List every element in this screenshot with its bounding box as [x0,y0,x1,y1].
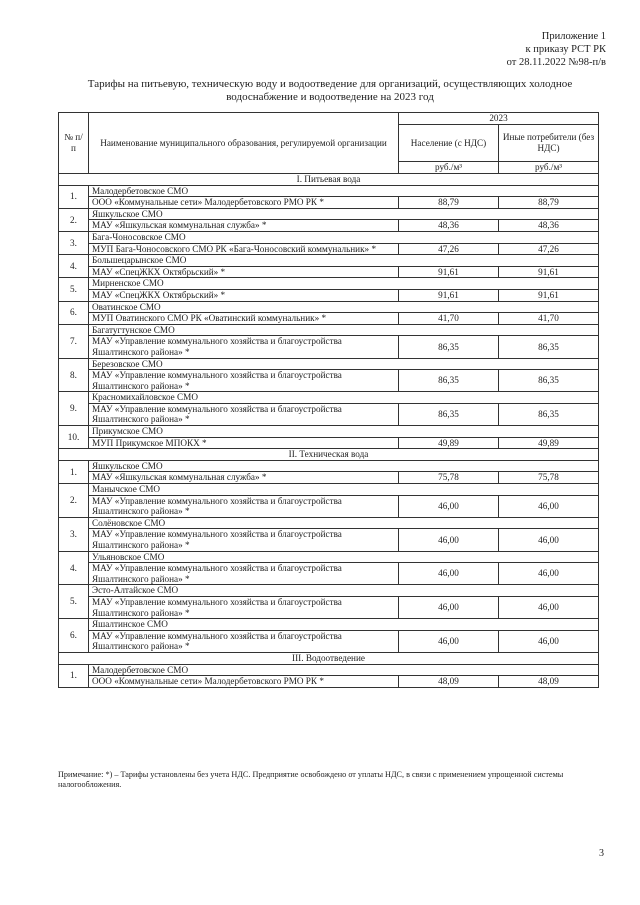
tariff-other: 48,09 [499,676,599,688]
row-number: 4. [59,551,89,585]
tariff-population: 48,36 [399,220,499,232]
municipality-name: Солёновское СМО [89,517,599,529]
table-row [59,255,599,267]
municipality-name: Прикумское СМО [89,426,599,438]
table-row [59,358,599,370]
municipality-name: Малодербетовское СМО [89,185,599,197]
municipality-name: Большецарынское СМО [89,255,599,267]
tariff-population: 46,00 [399,596,499,618]
tariff-population: 46,00 [399,529,499,551]
table-row [59,460,599,472]
header-name: Наименование муниципального образования, регулируемой организации [89,113,399,174]
tariff-population: 88,79 [399,197,499,209]
header-num: № п/п [59,113,89,174]
tariff-other: 88,79 [499,197,599,209]
table-row [59,278,599,290]
organization-name: МУП Бага-Чоносовского СМО РК «Бага-Чоносовский коммунальник» * [89,243,399,255]
row-number: 10. [59,426,89,449]
tariff-other: 86,35 [499,370,599,392]
document-title: Тарифы на питьевую, техническую воду и водоотведение для организаций, осуществляющих холодное водоснабжение и водоотведение на 2023 год [87,78,573,103]
table-row-org [59,596,599,618]
municipality-name: Эсто-Алтайское СМО [89,585,599,597]
page-number: 3 [599,848,604,859]
footnote: Примечание: *) – Тарифы установлены без учета НДС. Предприятие освобождено от уплаты НДС, в связи с применением упрощенной системы налогообложения. [58,770,564,789]
municipality-name: Ульяновское СМО [89,551,599,563]
header-population: Население (с НДС) [399,125,499,162]
row-number: 3. [59,517,89,551]
organization-name: МАУ «Управление коммунального хозяйства и благоустройства Яшалтинского района» * [89,403,399,425]
municipality-name: Березовское СМО [89,358,599,370]
table-row-org [59,472,599,484]
municipality-name: Яшалтинское СМО [89,619,599,631]
tariff-other: 46,00 [499,563,599,585]
municipality-name: Багатугтунское СМО [89,324,599,336]
organization-name: МАУ «Управление коммунального хозяйства и благоустройства Яшалтинского района» * [89,370,399,392]
organization-name: МАУ «Управление коммунального хозяйства и благоустройства Яшалтинского района» * [89,529,399,551]
tariff-population: 46,00 [399,563,499,585]
tariff-other: 86,35 [499,403,599,425]
table-row-org [59,220,599,232]
row-number: 8. [59,358,89,392]
tariff-population: 86,35 [399,370,499,392]
organization-name: МАУ «СпецЖКХ Октябрьский» * [89,266,399,278]
municipality-name: Малодербетовское СМО [89,664,599,676]
tariff-other: 46,00 [499,529,599,551]
tariff-other: 91,61 [499,289,599,301]
municipality-name: Красномихайловское СМО [89,392,599,404]
row-number: 6. [59,619,89,653]
table-row [59,208,599,220]
tariff-other: 49,89 [499,437,599,449]
organization-name: МАУ «Управление коммунального хозяйства и благоустройства Яшалтинского района» * [89,563,399,585]
table-row [59,392,599,404]
unit-other: руб./м³ [499,162,599,174]
header-line-date: от 28.11.2022 №98-п/в [506,57,606,68]
table-row-org [59,243,599,255]
table-header-row [59,113,599,125]
municipality-name: Бага-Чоносовское СМО [89,231,599,243]
organization-name: МАУ «Управление коммунального хозяйства и благоустройства Яшалтинского района» * [89,336,399,358]
organization-name: МАУ «Яшкульская коммунальная служба» * [89,472,399,484]
row-number: 2. [59,484,89,518]
section-title: III. Водоотведение [59,652,599,664]
tariff-population: 49,89 [399,437,499,449]
tariff-other: 41,70 [499,313,599,325]
tariff-other: 86,35 [499,336,599,358]
organization-name: МАУ «Управление коммунального хозяйства и благоустройства Яшалтинского района» * [89,630,399,652]
section-header-row [59,449,599,461]
organization-name: ООО «Коммунальные сети» Малодербетовского РМО РК * [89,676,399,688]
table-row [59,426,599,438]
table-row [59,324,599,336]
table-row-org [59,336,599,358]
row-number: 2. [59,208,89,231]
municipality-name: Яшкульское СМО [89,208,599,220]
table-row [59,585,599,597]
header-year: 2023 [399,113,599,125]
table-row-org [59,197,599,209]
table-row-org [59,630,599,652]
document-header [507,30,606,69]
table-row-org [59,403,599,425]
municipality-name: Манычское СМО [89,484,599,496]
municipality-name: Оватинское СМО [89,301,599,313]
organization-name: МАУ «Яшкульская коммунальная служба» * [89,220,399,232]
table-row-org [59,313,599,325]
tariff-population: 48,09 [399,676,499,688]
section-header-row [59,652,599,664]
tariff-other: 75,78 [499,472,599,484]
organization-name: МУП Оватинского СМО РК «Оватинский коммунальник» * [89,313,399,325]
table-row [59,619,599,631]
row-number: 5. [59,278,89,301]
tariff-population: 75,78 [399,472,499,484]
table-row-org [59,495,599,517]
organization-name: МАУ «Управление коммунального хозяйства и благоустройства Яшалтинского района» * [89,495,399,517]
tariff-other: 46,00 [499,495,599,517]
row-number: 4. [59,255,89,278]
tariff-population: 46,00 [399,495,499,517]
tariff-other: 91,61 [499,266,599,278]
section-title: II. Техническая вода [59,449,599,461]
organization-name: МАУ «Управление коммунального хозяйства и благоустройства Яшалтинского района» * [89,596,399,618]
tariff-other: 47,26 [499,243,599,255]
table-row-org [59,563,599,585]
row-number: 1. [59,185,89,208]
section-header-row [59,174,599,186]
header-line-appendix: Приложение 1 [541,31,606,42]
organization-name: МАУ «СпецЖКХ Октябрьский» * [89,289,399,301]
tariff-other: 46,00 [499,596,599,618]
tariff-population: 91,61 [399,289,499,301]
municipality-name: Мирненское СМО [89,278,599,290]
tariff-other: 46,00 [499,630,599,652]
section-title: I. Питьевая вода [59,174,599,186]
table-row [59,484,599,496]
table-row [59,551,599,563]
table-row-org [59,289,599,301]
table-row [59,301,599,313]
table-row-org [59,370,599,392]
tariff-population: 46,00 [399,630,499,652]
table-row-org [59,529,599,551]
header-other-consumers: Иные потребители (без НДС) [499,125,599,162]
table-row-org [59,437,599,449]
table-row [59,664,599,676]
municipality-name: Яшкульское СМО [89,460,599,472]
table-row [59,517,599,529]
tariff-population: 86,35 [399,403,499,425]
organization-name: ООО «Коммунальные сети» Малодербетовского РМО РК * [89,197,399,209]
header-line-order: к приказу РСТ РК [525,44,606,55]
row-number: 6. [59,301,89,324]
tariff-population: 41,70 [399,313,499,325]
row-number: 1. [59,460,89,483]
row-number: 1. [59,664,89,687]
row-number: 7. [59,324,89,358]
organization-name: МУП Прикумское МПОКХ * [89,437,399,449]
tariff-table-body [59,113,599,688]
tariff-table [58,112,599,688]
row-number: 3. [59,231,89,254]
tariff-population: 86,35 [399,336,499,358]
row-number: 9. [59,392,89,426]
table-row-org [59,676,599,688]
tariff-other: 48,36 [499,220,599,232]
row-number: 5. [59,585,89,619]
table-row [59,231,599,243]
table-row-org [59,266,599,278]
tariff-population: 91,61 [399,266,499,278]
unit-population: руб./м³ [399,162,499,174]
table-row [59,185,599,197]
tariff-population: 47,26 [399,243,499,255]
